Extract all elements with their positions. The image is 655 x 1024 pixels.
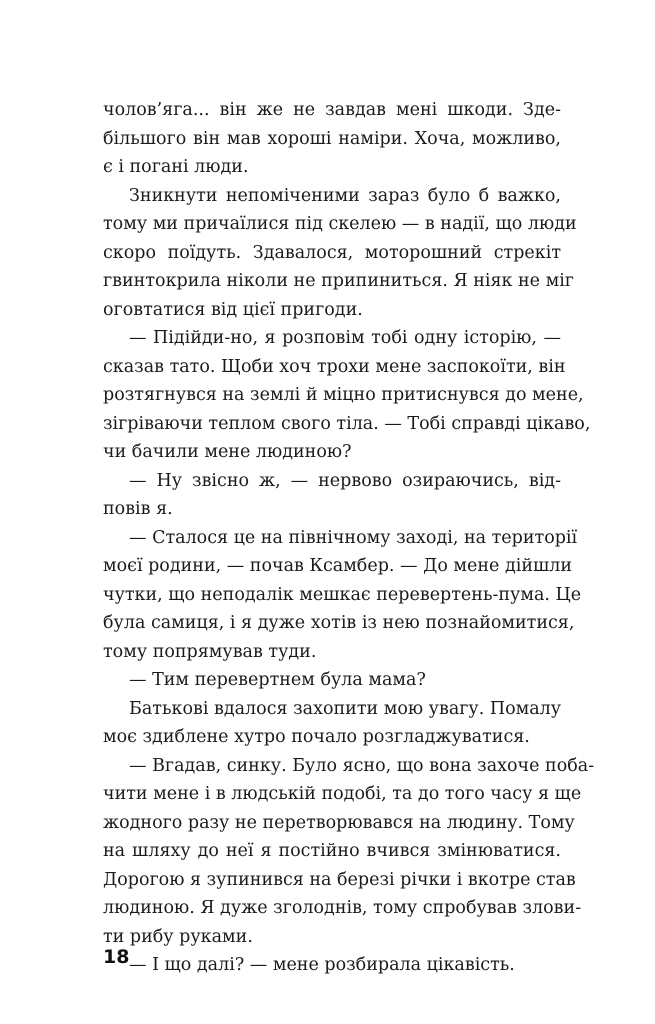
text-line: чи бачили мене людиною? <box>103 442 352 462</box>
text-line: більшого він мав хороші наміри. Хоча, можливо, <box>103 128 561 149</box>
text-line: була самиця, і я дуже хотів із нею познайомитися, <box>103 613 575 633</box>
text-line: — Підійди-но, я розповім тобі одну історію, — <box>129 328 561 348</box>
text-line: Батькові вдалося захопити мою увагу. Помалу <box>129 698 562 719</box>
text-line: — Тим перевертнем була мама? <box>129 670 426 690</box>
text-line: сказав тато. Щоби хоч трохи мене заспокоїти, він <box>103 356 566 377</box>
text-line: моє здиблене хутро почало розгладжуватися. <box>103 727 530 747</box>
text-line: повів я. <box>103 499 173 519</box>
text-line: — І що далі? — мене розбирала цікавість. <box>129 955 515 975</box>
text-line: розтягнувся на землі й міцно притиснувся до мене, <box>103 385 584 405</box>
text-line: є і погані люди. <box>103 157 249 177</box>
text-line: на шляху до неї я постійно вчився змінюватися. <box>103 841 561 861</box>
text-line: — Ну звісно ж, — нервово озираючись, від- <box>129 470 561 491</box>
text-line: скоро поїдуть. Здавалося, моторошний стрекіт <box>103 242 561 263</box>
text-line: гвинтокрила ніколи не припиниться. Я ніяк не міг <box>103 271 574 291</box>
page-number: 18 <box>103 946 130 968</box>
text-line: зігріваючи теплом свого тіла. — Тобі справді цікаво, <box>103 413 591 434</box>
text-line: людиною. Я дуже зголоднів, тому спробував злови- <box>103 898 582 918</box>
text-line: жодного разу не перетворювався на людину. Тому <box>103 812 575 833</box>
text-line: — Вгадав, синку. Було ясно, що вона захоче поба- <box>129 755 595 776</box>
text-line: чолов’яга... він же не завдав мені шкоди. Зде- <box>103 100 561 120</box>
text-line: тому ми причаїлися під скелею — в надії, що люди <box>103 214 577 234</box>
text-line: тому попрямував туди. <box>103 641 317 662</box>
body-text <box>103 96 595 980</box>
text-line: чутки, що неподалік мешкає перевертень-пума. Це <box>103 584 582 605</box>
text-line: — Сталося це на північному заході, на території <box>129 527 578 548</box>
text-line: оговтатися від цієї пригоди. <box>103 299 363 320</box>
text-line: ти рибу руками. <box>103 926 253 947</box>
text-line: Дорогою я зупинився на березі річки і вкотре став <box>103 869 576 890</box>
text-line: чити мене і в людській подобі, та до того часу я ще <box>103 784 582 804</box>
text-line: Зникнути непоміченими зараз було б важко, <box>129 185 561 206</box>
text-line: моєї родини, — почав Ксамбер. — До мене дійшли <box>103 556 573 576</box>
